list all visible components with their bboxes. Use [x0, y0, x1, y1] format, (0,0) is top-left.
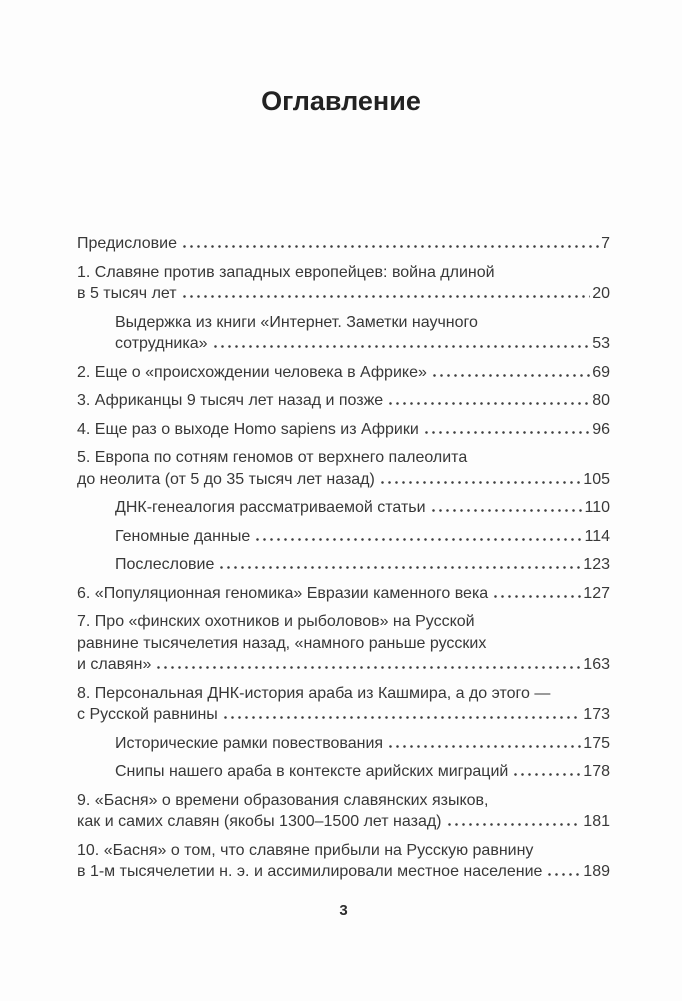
dot-leader — [181, 286, 591, 298]
toc-line — [77, 283, 610, 305]
dot-leader — [546, 864, 581, 876]
toc-entry — [77, 312, 610, 355]
toc-line — [77, 390, 610, 412]
toc-entry — [77, 611, 610, 676]
toc-line — [115, 761, 610, 783]
toc-entry-title: 5. Европа по сотням геномов от верхнего палеолита — [77, 449, 468, 466]
page-title: Оглавление — [261, 86, 421, 116]
toc-entry-title: равнине тысячелетия назад, «намного раньше русских — [77, 634, 487, 652]
dot-leader — [218, 557, 581, 569]
toc-entry — [77, 447, 610, 490]
toc-page-number: 175 — [583, 734, 610, 752]
toc-page-number: 53 — [592, 335, 610, 352]
toc-entry — [77, 526, 610, 548]
toc-line — [77, 447, 610, 469]
toc-page-number: 173 — [583, 706, 610, 723]
toc-line — [77, 840, 610, 862]
toc-entry — [77, 583, 610, 605]
dot-leader — [222, 707, 581, 719]
toc-entry-title: 2. Еще о «происхождении человека в Африке» — [77, 363, 427, 381]
toc-entry — [77, 419, 610, 441]
toc-page-number: 80 — [592, 392, 610, 409]
toc-line — [77, 583, 610, 605]
toc-page-number: 96 — [592, 420, 610, 438]
dot-leader — [430, 500, 583, 512]
toc-entry-title: 8. Персональная ДНК-история араба из Кашмира, а до этого — — [77, 684, 551, 702]
toc-entry-title: 7. Про «финских охотников и рыболовов» на Русской — [77, 613, 475, 630]
toc-entry-title: Снипы нашего араба в контексте арийских миграций — [115, 763, 509, 780]
toc-page-number: 189 — [583, 863, 610, 880]
toc-page-number: 127 — [583, 584, 610, 602]
dot-leader — [379, 472, 581, 484]
dot-leader — [492, 586, 581, 598]
toc-line — [77, 262, 610, 284]
toc-page-number: 7 — [601, 235, 610, 252]
toc-line — [77, 861, 610, 883]
toc-entry — [77, 497, 610, 519]
toc-entry — [77, 554, 610, 576]
toc-line — [115, 333, 610, 355]
toc-entry-title: в 1-м тысячелетии н. э. и ассимилировали местное население — [77, 863, 543, 880]
toc-line — [77, 654, 610, 676]
toc-line — [77, 419, 610, 441]
toc-entry-title: и славян» — [77, 656, 152, 673]
toc-entry — [77, 262, 610, 305]
toc-entry-title: 9. «Басня» о времени образования славянских языков, — [77, 791, 489, 809]
toc-entry-title: ДНК-генеалогия рассматриваемой статьи — [115, 499, 426, 516]
toc-entry-title: как и самих славян (якобы 1300–1500 лет назад) — [77, 813, 442, 830]
dot-leader — [387, 393, 590, 405]
toc-page-number: 163 — [583, 656, 610, 673]
dot-leader — [181, 236, 599, 248]
toc-page-number: 110 — [584, 499, 610, 516]
toc-entry-title: 1. Славяне против западных европейцев: война длиной — [77, 263, 495, 281]
toc-line — [77, 633, 610, 655]
toc-line — [115, 733, 610, 755]
toc-page-number: 178 — [583, 763, 610, 780]
page-number: 3 — [339, 902, 348, 919]
toc-entry-title: 10. «Басня» о том, что славяне прибыли на Русскую равнину — [77, 841, 534, 859]
toc-entry — [77, 733, 610, 755]
toc-line — [77, 683, 610, 705]
toc-entry-title: Геномные данные — [115, 527, 251, 545]
toc-page-number: 69 — [592, 363, 610, 381]
dot-leader — [155, 657, 581, 669]
toc-page-number: 123 — [583, 556, 610, 573]
toc-list — [77, 233, 610, 890]
toc-page-number: 114 — [584, 527, 610, 545]
dot-leader — [387, 736, 581, 748]
dot-leader — [431, 365, 590, 377]
toc-page-number: 105 — [583, 470, 610, 488]
toc-page-number: 20 — [592, 285, 610, 302]
toc-entry — [77, 761, 610, 783]
toc-entry — [77, 390, 610, 412]
toc-entry-title: с Русской равнины — [77, 706, 218, 723]
toc-entry-title: Выдержка из книги «Интернет. Заметки научного — [115, 313, 478, 331]
toc-line — [77, 611, 610, 633]
dot-leader — [212, 336, 591, 348]
dot-leader — [512, 764, 581, 776]
toc-line — [77, 811, 610, 833]
toc-line — [115, 312, 610, 334]
toc-entry-title: в 5 тысяч лет — [77, 285, 177, 302]
toc-line — [77, 704, 610, 726]
toc-entry — [77, 790, 610, 833]
toc-line — [77, 233, 610, 255]
dot-leader — [254, 529, 582, 541]
toc-entry — [77, 683, 610, 726]
toc-line — [77, 469, 610, 491]
toc-entry-title: 3. Африканцы 9 тысяч лет назад и позже — [77, 392, 384, 409]
toc-entry — [77, 233, 610, 255]
toc-line — [115, 497, 610, 519]
toc-entry-title: сотрудника» — [115, 335, 208, 352]
toc-entry — [77, 362, 610, 384]
toc-entry-title: Послесловие — [115, 556, 215, 573]
toc-entry-title: 6. «Популяционная геномика» Евразии каменного века — [77, 584, 489, 602]
toc-entry-title: Исторические рамки повествования — [115, 734, 384, 752]
toc-line — [77, 790, 610, 812]
toc-entry-title: Предисловие — [77, 235, 177, 252]
toc-line — [115, 554, 610, 576]
toc-line — [77, 362, 610, 384]
toc-entry-title: 4. Еще раз о выходе Homo sapiens из Африки — [77, 420, 419, 438]
dot-leader — [446, 814, 582, 826]
toc-entry-title: до неолита (от 5 до 35 тысяч лет назад) — [77, 470, 375, 488]
dot-leader — [423, 422, 590, 434]
toc-line — [115, 526, 610, 548]
toc-entry — [77, 840, 610, 883]
toc-page-number: 181 — [583, 813, 610, 830]
